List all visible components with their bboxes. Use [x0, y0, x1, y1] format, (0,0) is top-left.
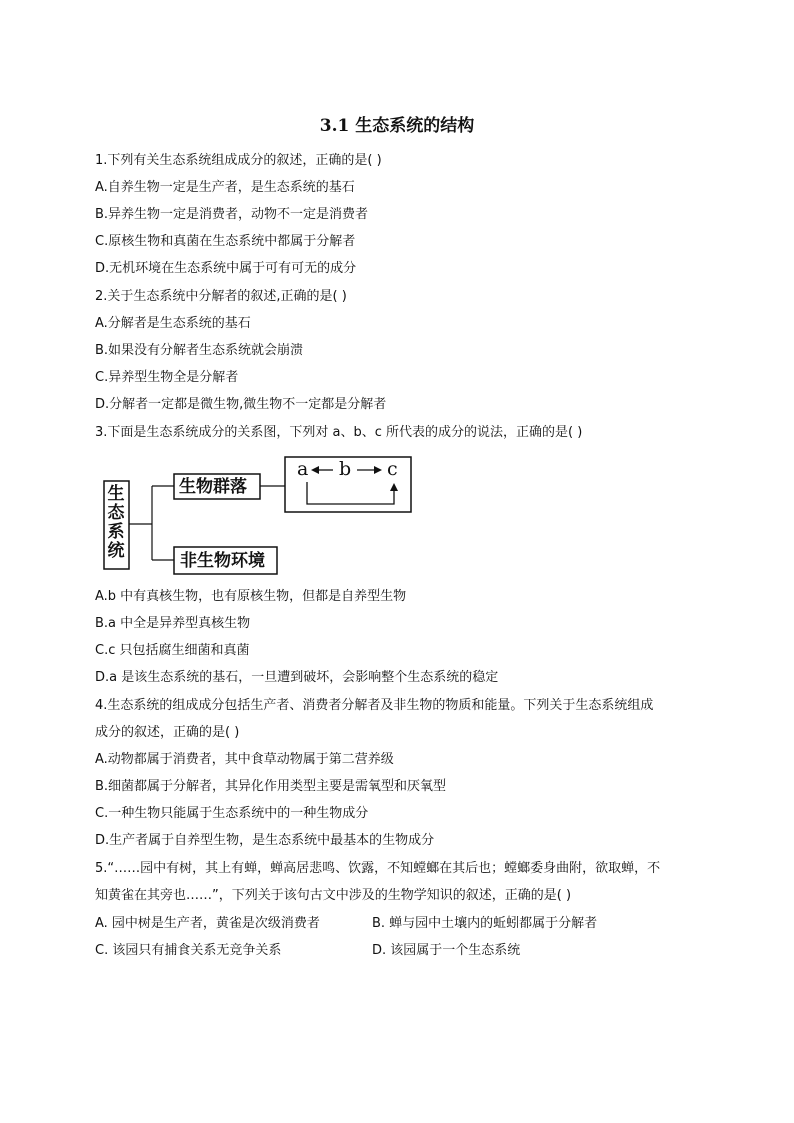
q3-stem: 3.下面是生态系统成分的关系图，下列对 a、b、c 所代表的成分的说法，正确的是( ) [95, 425, 583, 440]
q3-option-a: A.b 中有真核生物，也有原核生物，但都是自养型生物 [95, 589, 407, 604]
q5-option-b: B. 蝉与园中土壤内的蚯蚓都属于分解者 [372, 916, 598, 931]
q4-stem-line1: 4.生态系统的组成成分包括生产者、消费者分解者及非生物的物质和能量。下列关于生态系统组成 [95, 698, 654, 713]
diagram-node-c: c [387, 458, 398, 480]
q4-stem-line2: 成分的叙述，正确的是( ) [95, 725, 240, 740]
ecosystem-diagram [95, 450, 425, 585]
q1-stem: 1.下列有关生态系统组成成分的叙述，正确的是( ) [95, 153, 382, 168]
q2-option-d: D.分解者一定都是微生物,微生物不一定都是分解者 [95, 397, 387, 412]
q2-option-c: C.异养型生物全是分解者 [95, 370, 239, 385]
q3-option-b: B.a 中全是异养型真核生物 [95, 616, 251, 631]
q4-option-b: B.细菌都属于分解者，其异化作用类型主要是需氧型和厌氧型 [95, 779, 447, 794]
q4-option-a: A.动物都属于消费者，其中食草动物属于第二营养级 [95, 752, 394, 767]
diagram-community-label: 生物群落 [179, 477, 247, 497]
q5-stem-line1: 5.“……园中有树，其上有蝉，蝉高居悲鸣、饮露，不知螳螂在其后也；螳螂委身曲附，欲取蝉，不 [95, 861, 661, 876]
q3-option-c: C.c 只包括腐生细菌和真菌 [95, 643, 250, 658]
q1-option-c: C.原核生物和真菌在生态系统中都属于分解者 [95, 234, 356, 249]
q1-option-d: D.无机环境在生态系统中属于可有可无的成分 [95, 261, 357, 276]
diagram-node-a: a [297, 458, 309, 480]
diagram-node-b: b [339, 458, 352, 480]
q2-option-b: B.如果没有分解者生态系统就会崩溃 [95, 343, 304, 358]
q5-option-c: C. 该园只有捕食关系无竞争关系 [95, 943, 282, 958]
q1-option-a: A.自养生物一定是生产者，是生态系统的基石 [95, 180, 355, 195]
q5-stem-line2: 知黄雀在其旁也……”，下列关于该句古文中涉及的生物学知识的叙述，正确的是( ) [95, 888, 572, 903]
q5-option-a: A. 园中树是生产者，黄雀是次级消费者 [95, 916, 320, 931]
q1-option-b: B.异养生物一定是消费者，动物不一定是消费者 [95, 207, 369, 222]
q2-stem: 2.关于生态系统中分解者的叙述,正确的是( ) [95, 289, 347, 304]
q2-option-a: A.分解者是生态系统的基石 [95, 316, 251, 331]
q3-option-d: D.a 是该生态系统的基石，一旦遭到破坏，会影响整个生态系统的稳定 [95, 670, 499, 685]
diagram-root-label: 生态系统 [107, 484, 125, 561]
q5-option-d: D. 该园属于一个生态系统 [372, 943, 521, 958]
page-title: 3.1 生态系统的结构 [319, 116, 475, 136]
q4-option-c: C.一种生物只能属于生态系统中的一种生物成分 [95, 806, 369, 821]
diagram-environment-label: 非生物环境 [180, 551, 265, 571]
q4-option-d: D.生产者属于自养型生物，是生态系统中最基本的生物成分 [95, 833, 435, 848]
